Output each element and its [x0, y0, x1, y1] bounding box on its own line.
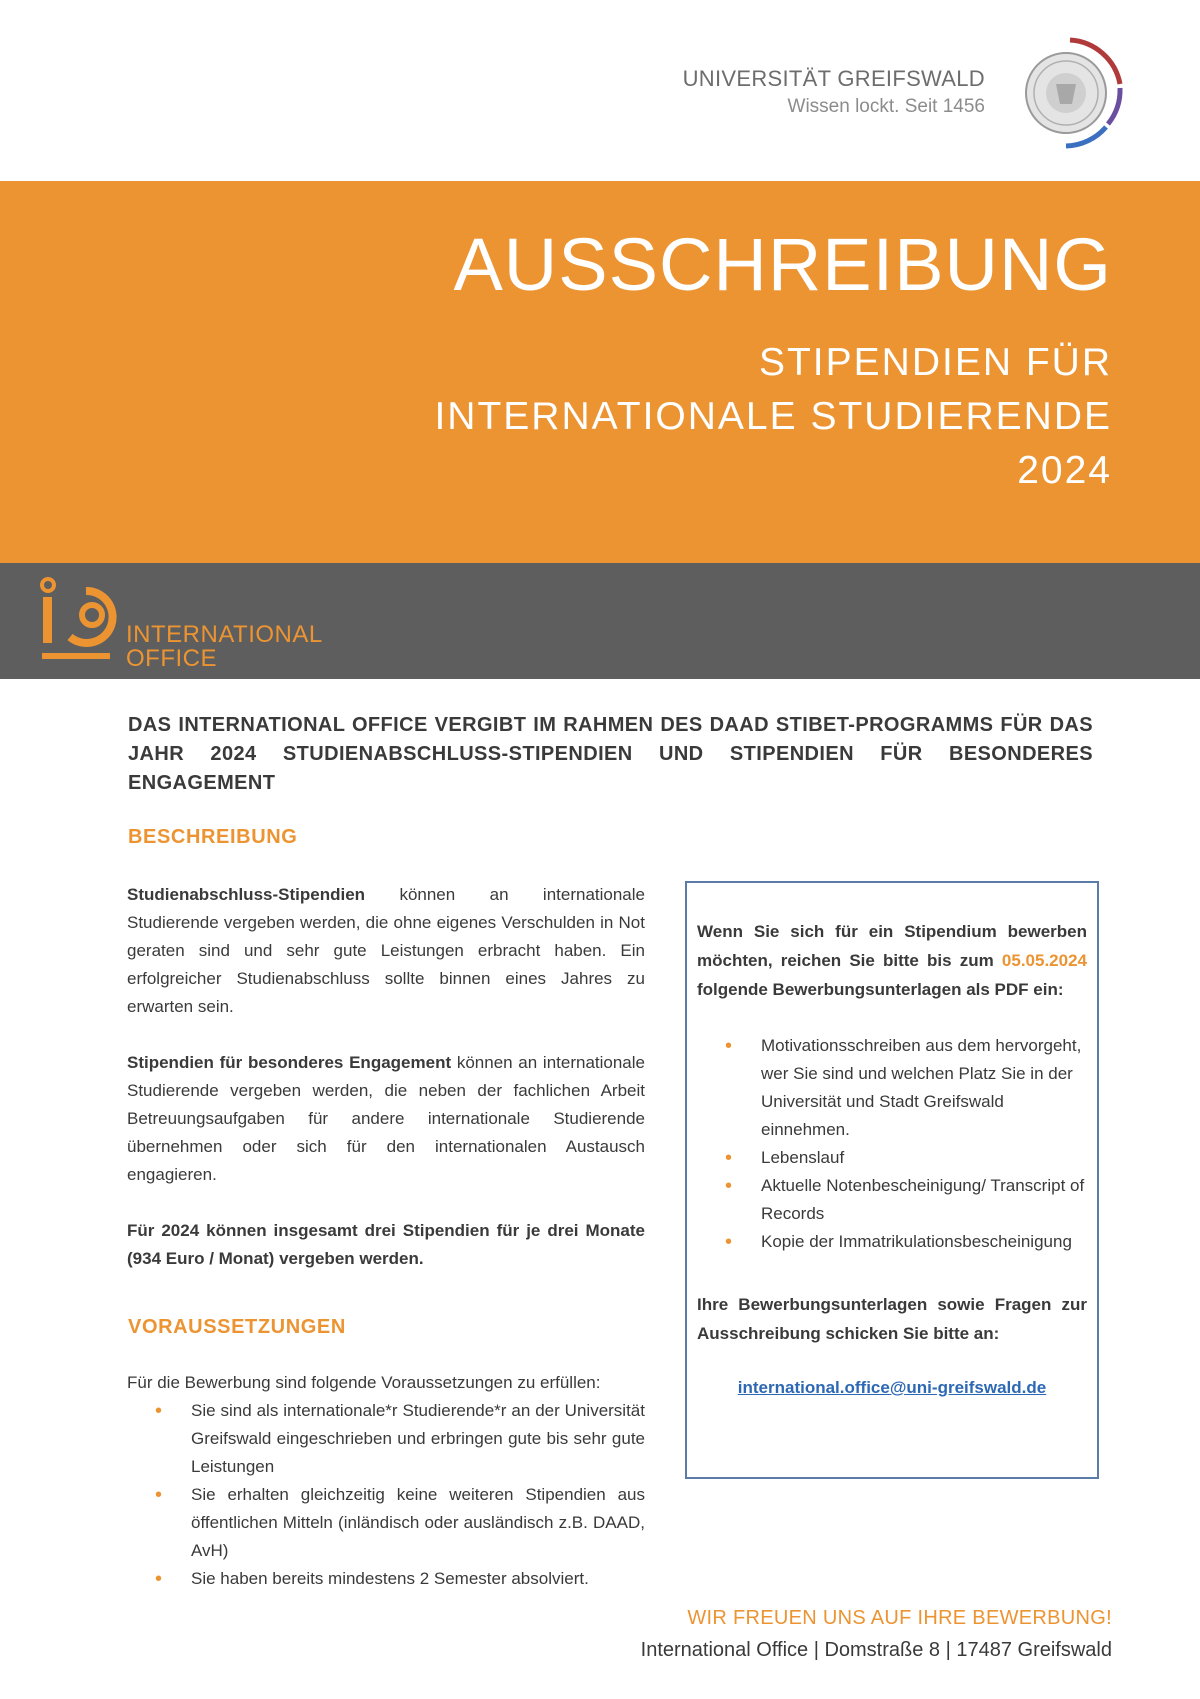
banner-subtitle [434, 336, 1112, 498]
send-instructions: Ihre Bewerbungsunterlagen sowie Fragen zur Ausschreibung schicken Sie bitte an: [697, 1295, 1087, 1343]
requirements-block [127, 1369, 645, 1593]
section-heading-beschreibung: BESCHREIBUNG [128, 826, 298, 848]
requirements-intro: Für die Bewerbung sind folgende Voraussetzungen zu erfüllen: [127, 1373, 601, 1392]
section-heading-voraussetzungen: VORAUSSETZUNGEN [128, 1316, 346, 1338]
application-info-box [685, 881, 1099, 1479]
university-seal-icon [1000, 36, 1125, 150]
wordmark-line-2: OFFICE [126, 645, 217, 672]
contact-email-link[interactable]: international.office@uni-greifswald.de [737, 1378, 1047, 1397]
list-item: • Sie sind als internationale*r Studierende*r an der Universität Greifswald eingeschrieben und erbringen gute bis sehr gute Leistungen [127, 1397, 645, 1481]
application-deadline: 05.05.2024 [1001, 951, 1087, 970]
list-item: • Kopie der Immatrikulationsbescheinigung [697, 1228, 1087, 1256]
description-term-2: Stipendien für besonderes Engagement [127, 1053, 452, 1072]
description-paragraph-2 [127, 1049, 645, 1189]
requirements-list [127, 1397, 645, 1593]
footer-call-to-action: WIR FREUEN UNS AUF IHRE BEWERBUNG! [687, 1607, 1112, 1629]
page-title: AUSSCHREIBUNG [453, 223, 1112, 306]
wordmark-line-1: INTERNATIONAL [126, 621, 323, 648]
subtitle-line-2: INTERNATIONALE STUDIERENDE [434, 395, 1112, 438]
intro-statement: DAS INTERNATIONAL OFFICE VERGIBT IM RAHMEN DES DAAD STIBET-PROGRAMMS FÜR DAS JAHR 2024 STUDIENABSCHLUSS-STIPENDIEN UND STIPENDIEN FÜR BESONDERES ENGAGEMENT [128, 714, 1093, 794]
required-documents-list [697, 1032, 1087, 1256]
university-name: UNIVERSITÄT GREIFSWALD [682, 66, 985, 91]
description-paragraph-1 [127, 881, 645, 1021]
list-item: • Lebenslauf [697, 1144, 1087, 1172]
subtitle-line-1: STIPENDIEN FÜR [758, 341, 1112, 384]
footer-address: International Office | Domstraße 8 | 17487 Greifswald [640, 1639, 1112, 1661]
scholarship-amount-paragraph: Für 2024 können insgesamt drei Stipendien für je drei Monate (934 Euro / Monat) vergeben werden. [127, 1221, 645, 1268]
application-instructions [697, 917, 1087, 1004]
description-text-2: können an internationale Studierende vergeben werden, die neben der fachlichen Arbeit Betreuungsaufgaben für andere internationale Studierende übernehmen oder sich für den internationalen Austausch engagieren. [127, 1053, 645, 1184]
list-item: • Sie haben bereits mindestens 2 Semester absolviert. [127, 1565, 645, 1593]
instructions-text-before: Wenn Sie sich für ein Stipendium bewerben möchten, reichen Sie bitte bis zum [697, 922, 1087, 970]
subtitle-year: 2024 [1017, 449, 1112, 492]
list-item: • Aktuelle Notenbescheinigung/ Transcript of Records [697, 1172, 1087, 1228]
description-text-1: können an internationale Studierende vergeben werden, die ohne eigenes Verschulden in Not geraten sind und sehr gute Leistungen erbracht haben. Ein erfolgreicher Studienabschluss sollte binnen eines Jahres zu erwarten sein. [127, 885, 645, 1016]
international-office-wordmark [126, 623, 323, 671]
instructions-text-after: folgende Bewerbungsunterlagen als PDF ein: [697, 980, 1064, 999]
list-item: • Sie erhalten gleichzeitig keine weiteren Stipendien aus öffentlichen Mitteln (inländisch oder ausländisch z.B. DAAD, AvH) [127, 1481, 645, 1565]
university-tagline: Wissen lockt. Seit 1456 [787, 96, 985, 117]
description-term-1: Studienabschluss-Stipendien [127, 885, 366, 904]
international-office-logo-icon [38, 573, 128, 673]
list-item: • Motivationsschreiben aus dem hervorgeht, wer Sie sind und welchen Platz Sie in der Universität und Stadt Greifswald einnehmen. [697, 1032, 1087, 1144]
